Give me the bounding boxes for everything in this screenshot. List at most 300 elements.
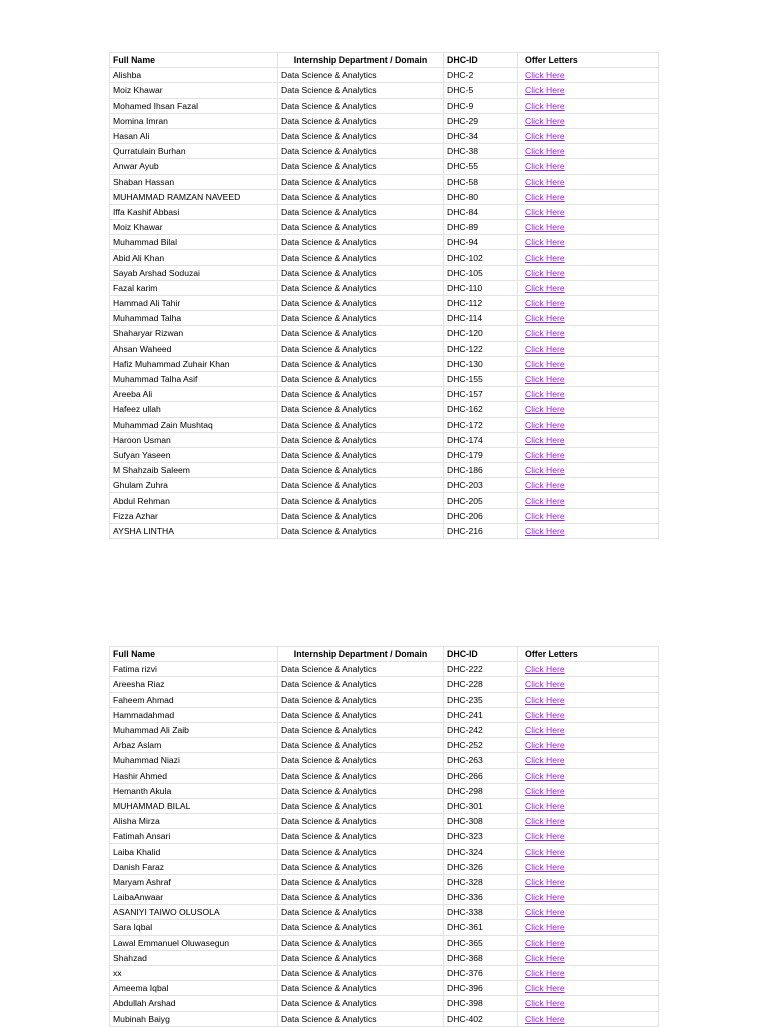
full-name-cell: Fatimah Ansari [110,829,278,844]
table-row [110,753,659,768]
header-full-name: Full Name [110,53,278,68]
offer-letter-link[interactable]: Click Here [525,115,565,126]
dhc-id-cell: DHC-326 [444,859,518,874]
department-cell: Data Science & Analytics [278,508,444,523]
dhc-id-cell: DHC-222 [444,662,518,677]
table-row [110,677,659,692]
offer-letter-cell [518,387,659,402]
offer-letter-link[interactable]: Click Here [525,328,565,339]
department-cell: Data Science & Analytics [278,905,444,920]
full-name-cell: MUHAMMAD BILAL [110,798,278,813]
dhc-id-cell: DHC-102 [444,250,518,265]
offer-letter-link[interactable]: Click Here [525,358,565,369]
offer-letter-cell [518,432,659,447]
offer-letter-cell [518,478,659,493]
full-name-cell: Areesha Riaz [110,677,278,692]
full-name-cell: Fizza Azhar [110,508,278,523]
dhc-id-cell: DHC-34 [444,128,518,143]
dhc-id-cell: DHC-122 [444,341,518,356]
dhc-id-cell: DHC-9 [444,98,518,113]
full-name-cell: Hammadahmad [110,707,278,722]
dhc-id-cell: DHC-205 [444,493,518,508]
department-cell: Data Science & Analytics [278,174,444,189]
dhc-id-cell: DHC-216 [444,523,518,538]
table-row [110,981,659,996]
table-row [110,844,659,859]
table-row [110,768,659,783]
dhc-id-cell: DHC-323 [444,829,518,844]
dhc-id-cell: DHC-376 [444,965,518,980]
department-cell: Data Science & Analytics [278,1011,444,1026]
offer-letter-link[interactable]: Click Here [525,267,565,278]
table-row [110,250,659,265]
dhc-id-cell: DHC-94 [444,235,518,250]
header-full-name: Full Name [110,647,278,662]
offer-letter-cell [518,493,659,508]
offer-letter-cell [518,844,659,859]
department-cell: Data Science & Analytics [278,144,444,159]
table-row [110,447,659,462]
full-name-cell: Anwar Ayub [110,159,278,174]
offer-letters-table-1 [109,52,659,539]
dhc-id-cell: DHC-38 [444,144,518,159]
full-name-cell: Hemanth Akula [110,783,278,798]
offer-letter-cell [518,722,659,737]
offer-letter-link[interactable]: Click Here [525,861,565,872]
dhc-id-cell: DHC-120 [444,326,518,341]
dhc-id-cell: DHC-206 [444,508,518,523]
full-name-cell: Sara Iqbal [110,920,278,935]
dhc-id-cell: DHC-162 [444,402,518,417]
dhc-id-cell: DHC-361 [444,920,518,935]
offer-letter-link[interactable]: Click Here [525,800,565,811]
department-cell: Data Science & Analytics [278,996,444,1011]
offer-letter-link[interactable]: Click Here [525,816,565,827]
department-cell: Data Science & Analytics [278,707,444,722]
table-row [110,523,659,538]
dhc-id-cell: DHC-172 [444,417,518,432]
dhc-id-cell: DHC-29 [444,113,518,128]
table-row [110,159,659,174]
department-cell: Data Science & Analytics [278,478,444,493]
offer-letter-cell [518,220,659,235]
table-row [110,950,659,965]
offer-letter-link[interactable]: Click Here [525,85,565,96]
dhc-id-cell: DHC-174 [444,432,518,447]
full-name-cell: Hashir Ahmed [110,768,278,783]
dhc-id-cell: DHC-242 [444,722,518,737]
full-name-cell: Ahsan Waheed [110,341,278,356]
department-cell: Data Science & Analytics [278,387,444,402]
offer-letter-link[interactable]: Click Here [525,495,565,506]
offer-letter-link[interactable]: Click Here [525,100,565,111]
full-name-cell: Mubinah Baiyg [110,1011,278,1026]
header-dhc-id: DHC-ID [444,53,518,68]
offer-letter-cell [518,798,659,813]
full-name-cell: Fatima rizvi [110,662,278,677]
full-name-cell: Sayab Arshad Soduzai [110,265,278,280]
table-row [110,874,659,889]
offer-letter-link[interactable]: Click Here [525,419,565,430]
full-name-cell: Hasan Ali [110,128,278,143]
department-cell: Data Science & Analytics [278,371,444,386]
offer-letter-link[interactable]: Click Here [525,770,565,781]
offer-letter-cell [518,204,659,219]
dhc-id-cell: DHC-2 [444,68,518,83]
department-cell: Data Science & Analytics [278,463,444,478]
full-name-cell: Iffa Kashif Abbasi [110,204,278,219]
dhc-id-cell: DHC-110 [444,280,518,295]
offer-letter-link[interactable]: Click Here [525,313,565,324]
table-row [110,417,659,432]
dhc-id-cell: DHC-80 [444,189,518,204]
dhc-id-cell: DHC-179 [444,447,518,462]
offer-letter-link[interactable]: Click Here [525,282,565,293]
table-row [110,371,659,386]
offer-letter-cell [518,128,659,143]
table-row [110,859,659,874]
dhc-id-cell: DHC-157 [444,387,518,402]
department-cell: Data Science & Analytics [278,523,444,538]
dhc-id-cell: DHC-105 [444,265,518,280]
dhc-id-cell: DHC-112 [444,296,518,311]
offer-letter-link[interactable]: Click Here [525,131,565,142]
table-row [110,890,659,905]
offer-letter-cell [518,890,659,905]
dhc-id-cell: DHC-263 [444,753,518,768]
dhc-id-cell: DHC-89 [444,220,518,235]
dhc-id-cell: DHC-84 [444,204,518,219]
dhc-id-cell: DHC-114 [444,311,518,326]
header-department: Internship Department / Domain [278,647,444,662]
full-name-cell: Muhammad Bilal [110,235,278,250]
offer-letters-table-2 [109,646,659,1027]
full-name-cell: Maryam Ashraf [110,874,278,889]
offer-letter-cell [518,707,659,722]
department-cell: Data Science & Analytics [278,692,444,707]
offer-letter-link[interactable]: Click Here [525,1013,565,1024]
full-name-cell: Alisha Mirza [110,814,278,829]
department-cell: Data Science & Analytics [278,950,444,965]
dhc-id-cell: DHC-398 [444,996,518,1011]
table-row [110,432,659,447]
department-cell: Data Science & Analytics [278,280,444,295]
offer-letter-cell [518,296,659,311]
table-row [110,996,659,1011]
offer-letter-link[interactable]: Click Here [525,664,565,675]
offer-letter-link[interactable]: Click Here [525,252,565,263]
department-cell: Data Science & Analytics [278,753,444,768]
full-name-cell: MUHAMMAD RAMZAN NAVEED [110,189,278,204]
department-cell: Data Science & Analytics [278,432,444,447]
department-cell: Data Science & Analytics [278,722,444,737]
offer-letter-link[interactable]: Click Here [525,922,565,933]
offer-letter-cell [518,356,659,371]
offer-letter-cell [518,965,659,980]
offer-letter-link[interactable]: Click Here [525,709,565,720]
department-cell: Data Science & Analytics [278,311,444,326]
offer-letter-cell [518,523,659,538]
offer-letter-link[interactable]: Click Here [525,510,565,521]
full-name-cell: Muhammad Zain Mushtaq [110,417,278,432]
table-row [110,356,659,371]
offer-letter-link[interactable]: Click Here [525,785,565,796]
table-row [110,692,659,707]
full-name-cell: Alishba [110,68,278,83]
offer-letter-cell [518,859,659,874]
offer-letter-cell [518,463,659,478]
offer-letter-link[interactable]: Click Here [525,465,565,476]
full-name-cell: Hafeez ullah [110,402,278,417]
table-row [110,296,659,311]
dhc-id-cell: DHC-186 [444,463,518,478]
full-name-cell: Mohamed Ihsan Fazal [110,98,278,113]
offer-letter-link[interactable]: Click Here [525,740,565,751]
table-row [110,280,659,295]
offer-letter-link[interactable]: Click Here [525,755,565,766]
table-row [110,798,659,813]
department-cell: Data Science & Analytics [278,326,444,341]
dhc-id-cell: DHC-365 [444,935,518,950]
table-row [110,920,659,935]
dhc-id-cell: DHC-241 [444,707,518,722]
offer-letter-link[interactable]: Click Here [525,831,565,842]
department-cell: Data Science & Analytics [278,814,444,829]
table-row [110,935,659,950]
dhc-id-cell: DHC-298 [444,783,518,798]
full-name-cell: Faheem Ahmad [110,692,278,707]
table-row [110,128,659,143]
offer-letter-cell [518,783,659,798]
department-cell: Data Science & Analytics [278,98,444,113]
offer-letter-cell [518,935,659,950]
offer-letter-link[interactable]: Click Here [525,404,565,415]
offer-letter-cell [518,280,659,295]
table-header-row [110,647,659,662]
department-cell: Data Science & Analytics [278,920,444,935]
offer-letter-link[interactable]: Click Here [525,725,565,736]
offer-letter-link[interactable]: Click Here [525,298,565,309]
department-cell: Data Science & Analytics [278,220,444,235]
department-cell: Data Science & Analytics [278,677,444,692]
table-row [110,965,659,980]
offer-letter-cell [518,68,659,83]
dhc-id-cell: DHC-55 [444,159,518,174]
full-name-cell: Lawal Emmanuel Oluwasegun [110,935,278,950]
department-cell: Data Science & Analytics [278,662,444,677]
offer-letter-link[interactable]: Click Here [525,389,565,400]
header-offer-letters: Offer Letters [518,53,659,68]
offer-letter-link[interactable]: Click Here [525,222,565,233]
department-cell: Data Science & Analytics [278,447,444,462]
department-cell: Data Science & Analytics [278,113,444,128]
department-cell: Data Science & Analytics [278,935,444,950]
table-row [110,508,659,523]
offer-letter-link[interactable]: Click Here [525,434,565,445]
table-row [110,402,659,417]
full-name-cell: Danish Faraz [110,859,278,874]
header-offer-letters: Offer Letters [518,647,659,662]
full-name-cell: Abdullah Arshad [110,996,278,1011]
full-name-cell: Abid Ali Khan [110,250,278,265]
table-row [110,311,659,326]
full-name-cell: Shaharyar Rizwan [110,326,278,341]
table-row [110,829,659,844]
full-name-cell: Muhammad Niazi [110,753,278,768]
full-name-cell: Ameema Iqbal [110,981,278,996]
offer-letter-link[interactable]: Click Here [525,952,565,963]
offer-letter-cell [518,981,659,996]
full-name-cell: Ghulam Zuhra [110,478,278,493]
department-cell: Data Science & Analytics [278,890,444,905]
table-row [110,707,659,722]
offer-letter-cell [518,341,659,356]
offer-letter-link[interactable]: Click Here [525,846,565,857]
full-name-cell: Arbaz Aslam [110,738,278,753]
department-cell: Data Science & Analytics [278,417,444,432]
department-cell: Data Science & Analytics [278,829,444,844]
offer-letter-link[interactable]: Click Here [525,191,565,202]
full-name-cell: Areeba Ali [110,387,278,402]
offer-letter-link[interactable]: Click Here [525,237,565,248]
full-name-cell: Shaban Hassan [110,174,278,189]
dhc-id-cell: DHC-402 [444,1011,518,1026]
offer-letter-link[interactable]: Click Here [525,892,565,903]
offer-letter-link[interactable]: Click Here [525,176,565,187]
table-row [110,174,659,189]
offer-letter-link[interactable]: Click Here [525,374,565,385]
table-row [110,68,659,83]
offer-letter-link[interactable]: Click Here [525,343,565,354]
full-name-cell: Moiz Khawar [110,83,278,98]
offer-letter-link[interactable]: Click Here [525,998,565,1009]
full-name-cell: xx [110,965,278,980]
full-name-cell: LaibaAnwaar [110,890,278,905]
dhc-id-cell: DHC-228 [444,677,518,692]
offer-letter-link[interactable]: Click Here [525,449,565,460]
offer-letter-link[interactable]: Click Here [525,161,565,172]
offer-letter-cell [518,159,659,174]
dhc-id-cell: DHC-203 [444,478,518,493]
offer-letter-cell [518,829,659,844]
table-row [110,83,659,98]
full-name-cell: ASANIYI TAIWO OLUSOLA [110,905,278,920]
offer-letter-cell [518,113,659,128]
dhc-id-cell: DHC-308 [444,814,518,829]
department-cell: Data Science & Analytics [278,128,444,143]
table-row [110,235,659,250]
table-row [110,814,659,829]
table-row [110,722,659,737]
offer-letter-link[interactable]: Click Here [525,907,565,918]
department-cell: Data Science & Analytics [278,250,444,265]
table-row [110,113,659,128]
header-dhc-id: DHC-ID [444,647,518,662]
dhc-id-cell: DHC-338 [444,905,518,920]
offer-letter-link[interactable]: Click Here [525,206,565,217]
offer-letter-cell [518,326,659,341]
table-row [110,783,659,798]
table-row [110,478,659,493]
full-name-cell: Muhammad Talha [110,311,278,326]
offer-letter-cell [518,311,659,326]
offer-letter-link[interactable]: Click Here [525,968,565,979]
offer-letter-link[interactable]: Click Here [525,70,565,81]
department-cell: Data Science & Analytics [278,981,444,996]
offer-letter-cell [518,950,659,965]
full-name-cell: Haroon Usman [110,432,278,447]
offer-letter-cell [518,174,659,189]
department-cell: Data Science & Analytics [278,68,444,83]
offer-letter-link[interactable]: Click Here [525,525,565,536]
full-name-cell: Momina Imran [110,113,278,128]
offer-letter-cell [518,996,659,1011]
full-name-cell: Qurratulain Burhan [110,144,278,159]
full-name-cell: Hammad Ali Tahir [110,296,278,311]
offer-letter-cell [518,920,659,935]
offer-letter-cell [518,662,659,677]
offer-letter-cell [518,250,659,265]
full-name-cell: Hafiz Muhammad Zuhair Khan [110,356,278,371]
offer-letter-cell [518,677,659,692]
department-cell: Data Science & Analytics [278,738,444,753]
offer-letter-cell [518,905,659,920]
full-name-cell: Sufyan Yaseen [110,447,278,462]
department-cell: Data Science & Analytics [278,356,444,371]
table-header-row [110,53,659,68]
table-row [110,98,659,113]
department-cell: Data Science & Analytics [278,189,444,204]
offer-letter-cell [518,189,659,204]
department-cell: Data Science & Analytics [278,493,444,508]
offer-letter-cell [518,265,659,280]
offer-letter-cell [518,235,659,250]
offer-letter-cell [518,874,659,889]
table-row [110,189,659,204]
dhc-id-cell: DHC-58 [444,174,518,189]
full-name-cell: Shahzad [110,950,278,965]
offer-letter-link[interactable]: Click Here [525,480,565,491]
table-row [110,463,659,478]
table-row [110,265,659,280]
offer-letter-link[interactable]: Click Here [525,937,565,948]
department-cell: Data Science & Analytics [278,798,444,813]
department-cell: Data Science & Analytics [278,265,444,280]
offer-letter-link[interactable]: Click Here [525,146,565,157]
header-department: Internship Department / Domain [278,53,444,68]
full-name-cell: Fazal karim [110,280,278,295]
table-row [110,905,659,920]
dhc-id-cell: DHC-324 [444,844,518,859]
table-row [110,662,659,677]
table-row [110,341,659,356]
dhc-id-cell: DHC-301 [444,798,518,813]
table-row [110,387,659,402]
offer-letter-link[interactable]: Click Here [525,876,565,887]
dhc-id-cell: DHC-252 [444,738,518,753]
offer-letter-cell [518,753,659,768]
offer-letter-cell [518,447,659,462]
offer-letter-cell [518,692,659,707]
full-name-cell: Abdul Rehman [110,493,278,508]
department-cell: Data Science & Analytics [278,83,444,98]
department-cell: Data Science & Analytics [278,204,444,219]
offer-letter-link[interactable]: Click Here [525,679,565,690]
offer-letter-link[interactable]: Click Here [525,694,565,705]
offer-letter-link[interactable]: Click Here [525,983,565,994]
department-cell: Data Science & Analytics [278,159,444,174]
dhc-id-cell: DHC-368 [444,950,518,965]
